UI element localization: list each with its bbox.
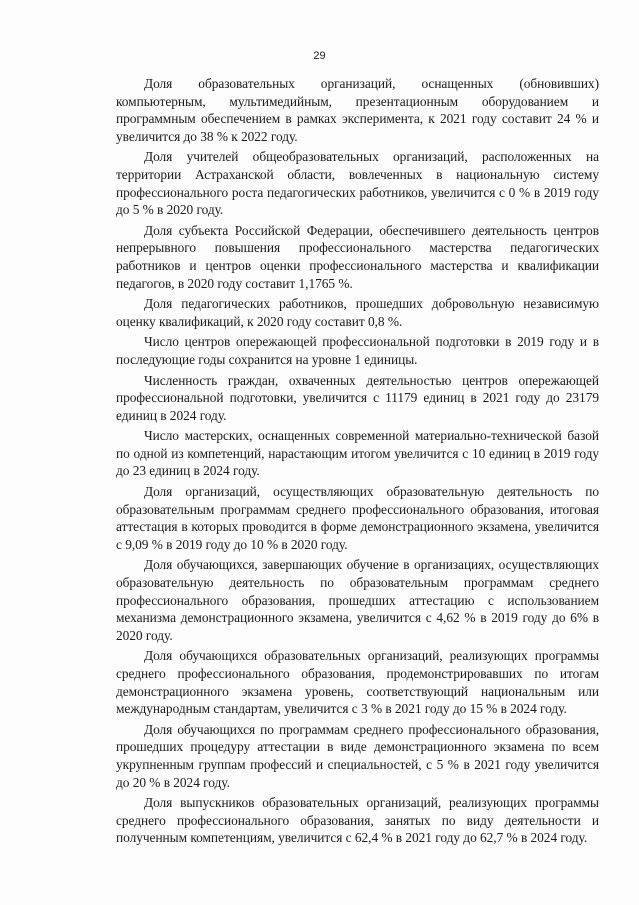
paragraph-subject-centers: Доля субъекта Российской Федерации, обеспечившего деятельность центров непрерывного повышения профессионального мастерства педагогических работников и центров оценки профессионального мастерства и квалификации педагогов, в 2020 году составит 1,1765 %. xyxy=(116,222,599,291)
paragraph-standards-level: Доля обучающихся образовательных организаций, реализующих программы среднего профессионального образования, продемонстрировавших по итогам демонстрационного экзамена уровень, соответствующий национальным или международным стандартам, увеличится с 3 % в 2021 году до 15 % в 2024 году. xyxy=(116,648,599,717)
page-number: 29 xyxy=(313,50,326,62)
paragraph-equipment-share: Доля образовательных организаций, оснащенных (обновивших) компьютерным, мультимедийным, презентационным оборудованием и программным обеспечением в рамках эксперимента, к 2021 году составит 24 % и увеличится до 38 % к 2022 году. xyxy=(116,76,599,144)
paragraph-citizens-coverage: Численность граждан, охваченных деятельностью центров опережающей профессиональной подготовки, увеличится с 11179 единиц в 2021 году до 23179 единиц в 2024 году. xyxy=(116,372,599,423)
paragraph-graduates-demo-exam: Доля обучающихся, завершающих обучение в организациях, осуществляющих образовательную деятельность по образовательным программам среднего профессионального образования, прошедших аттестацию с использованием механизма демонстрационного экзамена, увеличится с 4,62 % в 2019 году до 6% в 2020 году. xyxy=(116,557,599,643)
paragraph-certification-all-groups: Доля обучающихся по программам среднего профессионального образования, прошедших процедуру аттестации в виде демонстрационного экзамена по всем укрупненным группам профессий и специальностей, с 5 % в 2021 году увеличится до 20 % в 2024 году. xyxy=(116,721,599,790)
document-body xyxy=(116,75,599,850)
paragraph-independent-assessment: Доля педагогических работников, прошедших добровольную независимую оценку квалификаций, к 2020 году составит 0,8 %. xyxy=(116,296,599,329)
paragraph-advanced-training-centers: Число центров опережающей профессиональной подготовки в 2019 году и в последующие годы сохранится на уровне 1 единицы. xyxy=(116,334,599,367)
paragraph-organizations-demo-exam: Доля организаций, осуществляющих образовательную деятельность по образовательным программам среднего профессионального образования, итоговая аттестация в которых проводится в форме демонстрационного экзамена, увеличится с 9,09 % в 2019 году до 10 % в 2020 году. xyxy=(116,484,599,552)
paragraph-teachers-growth: Доля учителей общеобразовательных организаций, расположенных на территории Астраханской области, вовлеченных в национальную систему профессионального роста педагогических работников, увеличится с 0 % в 2019 году до 5 % в 2020 году. xyxy=(116,149,599,218)
paragraph-employed-graduates: Доля выпускников образовательных организаций, реализующих программы среднего профессионального образования, занятых по виду деятельности и полученным компетенциям, увеличится с 62,4 % в 2021 году до 62,7 % в 2024 году. xyxy=(116,795,599,846)
paragraph-workshops: Число мастерских, оснащенных современной материально-технической базой по одной из компетенций, нарастающим итогом увеличится с 10 единиц в 2019 году до 23 единиц в 2024 году. xyxy=(116,428,599,479)
